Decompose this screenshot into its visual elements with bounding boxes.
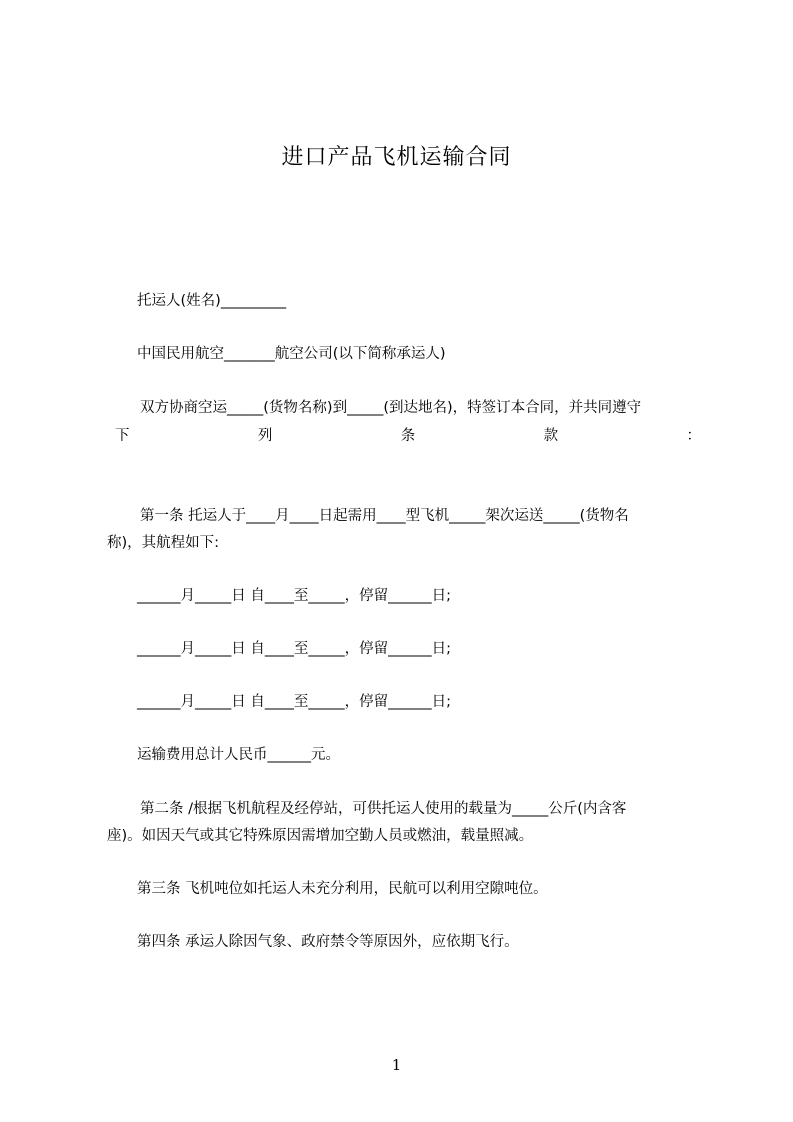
agreement-char: ：: [686, 428, 701, 444]
agreement-char: 下: [115, 428, 130, 444]
agreement-char: 列: [257, 428, 273, 444]
article-1-line-1: 第一条 托运人于____月____日起需用____型飞机_____架次运送_____(货物名: [140, 508, 629, 524]
article-2-line-1: 第二条 /根据飞机航程及经停站，可供托运人使用的载量为_____公斤(内含客: [140, 801, 627, 817]
agreement-line-1: 双方协商空运_____(货物名称)到_____(到达地名)，特签订本合同，并共同遵守: [140, 400, 642, 416]
document-title: 进口产品飞机运输合同: [281, 145, 512, 170]
article-1-line-2: 称)，其航程如下:: [107, 535, 220, 551]
agreement-char: 款: [543, 428, 559, 444]
route-line: ______月_____日 自____至_____，停留______日;: [137, 694, 451, 710]
shipper-line: 托运人(姓名)_________: [137, 293, 287, 309]
article-3: 第三条 飞机吨位如托运人未充分利用，民航可以利用空隙吨位。: [137, 881, 548, 897]
route-line: ______月_____日 自____至_____，停留______日;: [137, 588, 451, 604]
carrier-line: 中国民用航空_______航空公司(以下简称承运人): [137, 346, 446, 362]
route-line: ______月_____日 自____至_____，停留______日;: [137, 641, 451, 657]
article-4: 第四条 承运人除因气象、政府禁令等原因外，应依期飞行。: [137, 934, 519, 950]
article-2-line-2: 座)。如因天气或其它特殊原因需增加空勤人员或燃油，载量照减。: [107, 828, 534, 844]
page-number: 1: [391, 1056, 402, 1074]
agreement-char: 条: [400, 428, 416, 444]
agreement-line-2: [107, 426, 701, 446]
fee-line: 运输费用总计人民币______元。: [137, 747, 340, 763]
